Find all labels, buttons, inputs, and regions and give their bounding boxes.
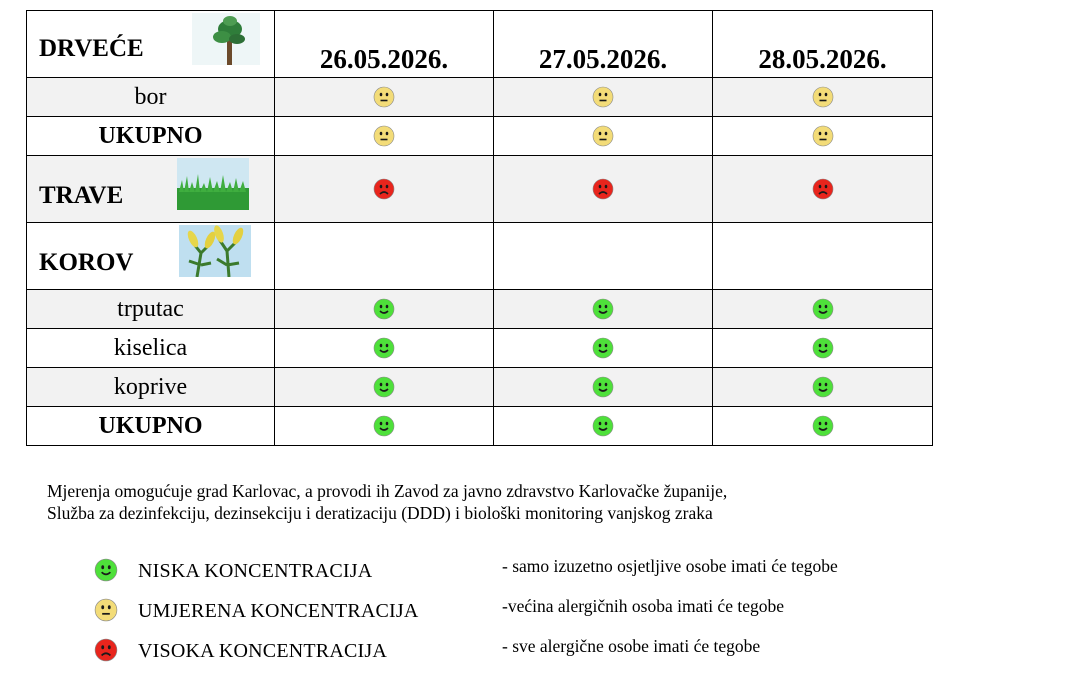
- empty-cell: [275, 223, 494, 290]
- low-concentration-smiley-icon: [812, 298, 834, 320]
- level-cell: [713, 407, 933, 446]
- medium-concentration-smiley-icon: [94, 598, 118, 622]
- weed-picture: [179, 225, 251, 277]
- tree-picture: [192, 13, 260, 65]
- low-concentration-smiley-icon: [592, 337, 614, 359]
- category-title: KOROV: [39, 249, 134, 276]
- low-concentration-smiley-icon: [812, 376, 834, 398]
- level-cell: [275, 368, 494, 407]
- category-header-korov: [27, 223, 275, 290]
- table-row: [27, 117, 933, 156]
- medium-concentration-smiley-icon: [592, 86, 614, 108]
- level-cell: [275, 156, 494, 223]
- category-title: DRVEĆE: [39, 35, 144, 62]
- level-cell: [713, 156, 933, 223]
- grass-picture: [177, 158, 249, 210]
- medium-concentration-smiley-icon: [592, 125, 614, 147]
- row-label-cell: UKUPNO: [27, 117, 275, 156]
- category-title: TRAVE: [39, 182, 124, 209]
- legend-item-high: VISOKA KONCENTRACIJA - sve alergične osobe imati će tegobe: [94, 636, 994, 666]
- legend-smiley-icon: [94, 598, 118, 622]
- date-header: 27.05.2026.: [494, 11, 713, 78]
- footnote-line: Mjerenja omogućuje grad Karlovac, a provodi ih Zavod za javno zdravstvo Karlovačke županije,: [47, 481, 728, 501]
- level-cell: [275, 78, 494, 117]
- level-cell: [713, 117, 933, 156]
- level-cell: [713, 329, 933, 368]
- low-concentration-smiley-icon: [94, 558, 118, 582]
- category-header-drvece: [27, 11, 275, 78]
- legend-item-medium: UMJERENA KONCENTRACIJA -većina alergičnih osoba imati će tegobe: [94, 596, 994, 626]
- level-cell: [713, 368, 933, 407]
- row-label-cell: kiselica: [27, 329, 275, 368]
- high-concentration-smiley-icon: [373, 178, 395, 200]
- level-cell: [494, 156, 713, 223]
- medium-concentration-smiley-icon: [812, 86, 834, 108]
- level-cell: [713, 78, 933, 117]
- table-row: [27, 407, 933, 446]
- high-concentration-smiley-icon: [592, 178, 614, 200]
- pollen-table: [26, 10, 933, 446]
- medium-concentration-smiley-icon: [812, 125, 834, 147]
- low-concentration-smiley-icon: [373, 298, 395, 320]
- high-concentration-smiley-icon: [94, 638, 118, 662]
- row-label-cell: koprive: [27, 368, 275, 407]
- level-cell: [275, 117, 494, 156]
- footnote: [47, 480, 947, 524]
- low-concentration-smiley-icon: [812, 337, 834, 359]
- legend-smiley-icon: [94, 638, 118, 662]
- low-concentration-smiley-icon: [592, 415, 614, 437]
- level-cell: [275, 407, 494, 446]
- table-row: [27, 329, 933, 368]
- low-concentration-smiley-icon: [812, 415, 834, 437]
- table-row: [27, 368, 933, 407]
- low-concentration-smiley-icon: [592, 298, 614, 320]
- empty-cell: [494, 223, 713, 290]
- level-cell: [275, 329, 494, 368]
- category-header-trave: [27, 156, 275, 223]
- legend-item-low: NISKA KONCENTRACIJA - samo izuzetno osjetljive osobe imati će tegobe: [94, 556, 994, 586]
- level-cell: [494, 368, 713, 407]
- table-row: [27, 78, 933, 117]
- row-label-cell: bor: [27, 78, 275, 117]
- level-cell: [713, 290, 933, 329]
- level-cell: [494, 117, 713, 156]
- medium-concentration-smiley-icon: [373, 125, 395, 147]
- medium-concentration-smiley-icon: [373, 86, 395, 108]
- legend-smiley-icon: [94, 558, 118, 582]
- table-row: [27, 290, 933, 329]
- level-cell: [494, 329, 713, 368]
- low-concentration-smiley-icon: [373, 415, 395, 437]
- row-label-cell: UKUPNO: [27, 407, 275, 446]
- low-concentration-smiley-icon: [373, 376, 395, 398]
- date-header: 26.05.2026.: [275, 11, 494, 78]
- level-cell: [494, 407, 713, 446]
- low-concentration-smiley-icon: [592, 376, 614, 398]
- level-cell: [275, 290, 494, 329]
- empty-cell: [713, 223, 933, 290]
- level-cell: [494, 290, 713, 329]
- high-concentration-smiley-icon: [812, 178, 834, 200]
- row-label-cell: trputac: [27, 290, 275, 329]
- level-cell: [494, 78, 713, 117]
- low-concentration-smiley-icon: [373, 337, 395, 359]
- date-header: 28.05.2026.: [713, 11, 933, 78]
- footnote-line: Služba za dezinfekciju, dezinsekciju i deratizaciju (DDD) i biološki monitoring vanjskog zraka: [47, 503, 713, 523]
